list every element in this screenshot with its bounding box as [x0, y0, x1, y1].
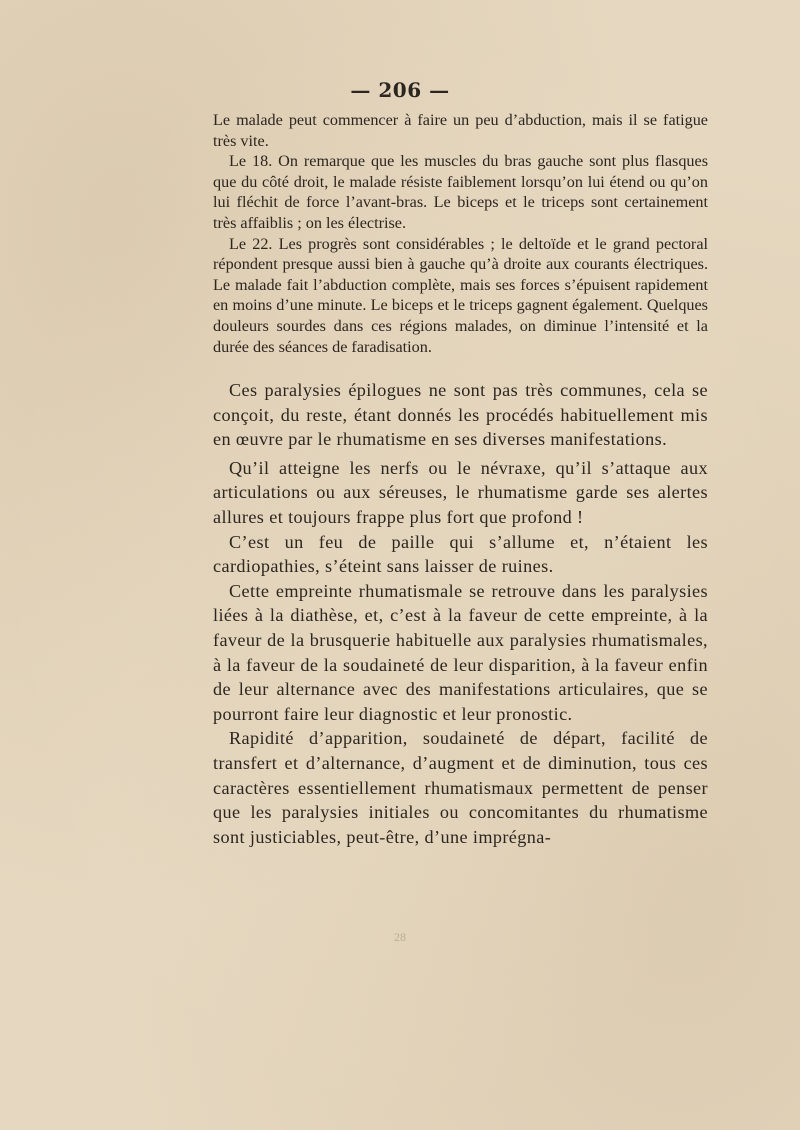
paragraph: Le 22. Les progrès sont considérables ; le deltoïde et le grand pectoral répondent presque aussi bien à gauche qu’à droite aux courants électriques. Le malade fait l’abduction complète, mais ses forces s’épuisent rapidement en moins d’une minute. Le biceps et le triceps gagnent également. Quelques douleurs sourdes dans ces régions malades, on diminue l’intensité et la durée des séances de faradisation. — [213, 234, 708, 356]
paragraph: Ces paralysies épilogues ne sont pas très communes, cela se conçoit, du reste, étant donnés les procédés habituellement mis en œuvre par le rhumatisme en ses diverses manifestations. — [213, 380, 708, 450]
paragraph: Rapidité d’apparition, soudaineté de départ, facilité de transfert et d’alternance, d’augment et de diminution, tous ces caractères essentiellement rhumatismaux permettent de penser que les paralysies initiales ou concomitantes du rhumatisme sont justiciables, peut-être, d’une imprégna- — [213, 728, 708, 847]
main-text — [213, 378, 708, 849]
paragraph: C’est un feu de paille qui s’allume et, n’étaient les cardiopathies, s’éteint sans laisser de ruines. — [213, 531, 708, 577]
faded-signature-mark: 28 — [394, 930, 406, 944]
paragraph: Le 18. On remarque que les muscles du bras gauche sont plus flasques que du côté droit, le malade résiste faiblement lorsqu’on lui étend ou qu’on lui fléchit de force l’avant-bras. Le biceps et le triceps sont certainement très affaiblis ; on les électrise. — [213, 152, 708, 232]
page-number: — 206 — — [350, 78, 450, 102]
paragraph: Qu’il atteigne les nerfs ou le névraxe, qu’il s’attaque aux articulations ou aux séreuses, le rhumatisme garde ses alertes allures et toujours frappe plus fort que profond ! — [213, 457, 708, 527]
paragraph: Cette empreinte rhumatismale se retrouve dans les paralysies liées à la diathèse, et, c’est à la faveur de cette empreinte, à la faveur de la brusquerie habituelle aux paralysies rhumatismales, à la faveur de la soudaineté de leur disparition, à la faveur enfin de leur alternance avec des manifestations articulaires, que se pourront faire leur diagnostic et leur pronostic. — [213, 580, 708, 724]
paragraph: Le malade peut commencer à faire un peu d’abduction, mais il se fatigue très vite. — [213, 111, 708, 150]
case-notes — [213, 110, 708, 357]
